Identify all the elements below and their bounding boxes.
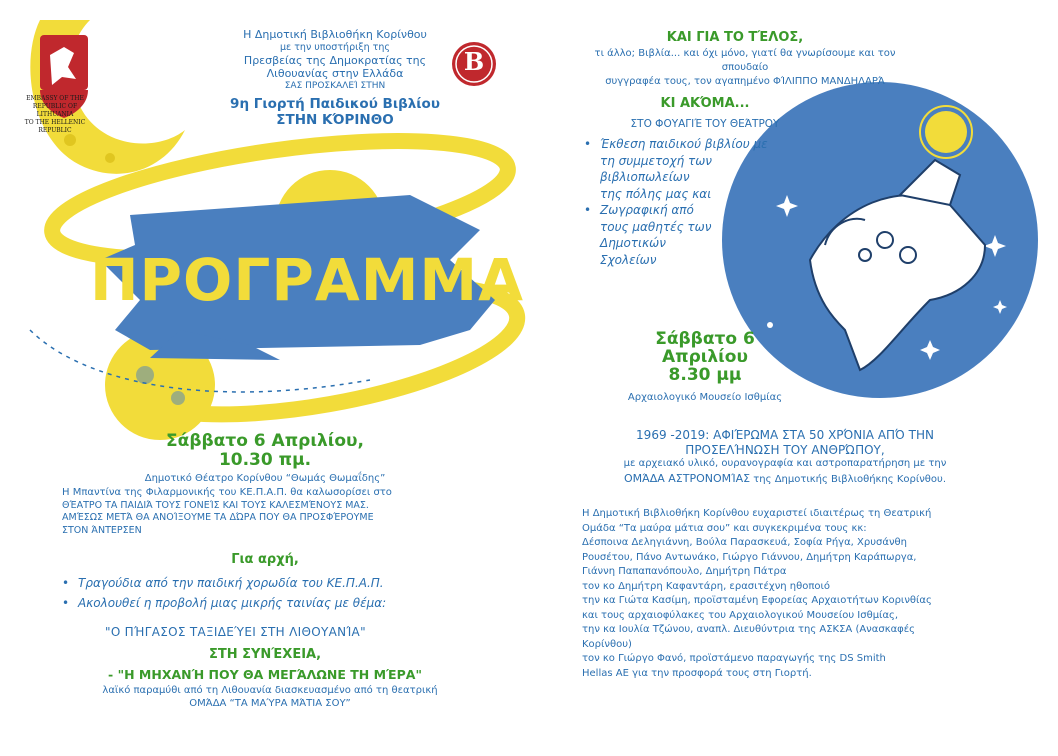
foyer-label: ΣΤΟ ΦΟΥΑΓΙΈ ΤΟΥ ΘΕΆΤΡΟΥ (630, 118, 780, 130)
evening-date-line: 8.30 μμ (668, 365, 742, 385)
foyer-item-line: τους μαθητές των (600, 219, 712, 234)
intro-line: ΘΈΑΤΡΟ ΤΑ ΠΑΙΔΙΆ ΤΟΥΣ ΓΟΝΕΊΣ ΚΑΙ ΤΟΥΣ ΚΑΛΕΣΜΈΝΟΥΣ ΜΑΣ. (62, 499, 369, 511)
next-heading: ΣΤΗ ΣΥΝΈΧΕΙΑ, (208, 647, 322, 662)
publisher-logo-letter: B (463, 47, 485, 76)
invitation-header (190, 28, 480, 128)
list-item: • Ακολουθεί η προβολή μιας μικρής ταινίας με θέμα: (60, 593, 480, 613)
play-desc-line: ΟΜΆΔΑ “ΤΑ ΜΑΎΡΑ ΜΆΤΙΑ ΣΟΥ” (189, 697, 351, 709)
event-title-line-2: ΣΤΗΝ ΚΌΡΙΝΘΟ (276, 112, 394, 128)
thanks-line: τον κο Γιώργο Φανό, προϊστάμενο παραγωγής της DS Smith (582, 653, 886, 664)
first-heading: Για αρχή, (231, 552, 299, 567)
thanks-line: Γιάννη Παπαπανόπουλο, Δημήτρη Πάτρα (582, 566, 787, 577)
foyer-item-line: • Έκθεση παιδικού βιβλίου με (600, 137, 768, 151)
event-title-line-1: 9η Γιορτή Παιδικού Βιβλίου (230, 96, 440, 112)
thanks-line: Ρουσέτου, Πάνο Αντωνάκο, Γιώργο Γιάννου, Δημήτρη Καράπωργα, (582, 551, 917, 563)
finally-text (580, 47, 910, 89)
tribute-block (570, 428, 1000, 487)
thanks-line: την κα Γιώτα Κασίμη, προϊσταμένη Εφορείας Αρχαιοτήτων Κορινθίας (582, 595, 932, 606)
thanks-line: Κορίνθου) (582, 638, 632, 650)
also-heading: ΚΙ ΑΚΌΜΑ... (660, 96, 750, 111)
tribute-desc-line: με αρχειακό υλικό, ουρανογραφία και αστροπαρατήρηση με την (623, 458, 947, 469)
header-line: ΣΑΣ ΠΡΟΣΚΑΛΕΊ ΣΤΗΝ (284, 81, 386, 91)
thanks-line: Η Δημοτική Βιβλιοθήκη Κορίνθου ευχαριστεί ιδιαιτέρως τη Θεατρική (582, 508, 932, 519)
finally-text-part: συγγραφέα τους, τον αγαπημένο (605, 76, 774, 87)
intro-line: Η Μπαντίνα της Φιλαρμονικής του ΚΕ.Π.Α.Π. θα καλωσορίσει στο (62, 487, 392, 498)
finally-heading: ΚΑΙ ΓΙΑ ΤΟ ΤΈΛΟΣ, (666, 30, 804, 45)
play-title: - "Η ΜΗΧΑΝΉ ΠΟΥ ΘΑ ΜΕΓΆΛΩΝΕ ΤΗ ΜΈΡΑ" (108, 667, 422, 682)
thanks-block (582, 507, 1022, 681)
embassy-caption-line: REPUBLIC (38, 127, 72, 134)
header-line: Η Δημοτική Βιβλιοθήκη Κορίνθου (243, 28, 427, 41)
embassy-caption-line: REPUBLIC OF LITHUANIA (32, 103, 78, 118)
thanks-line: και τους αρχαιοφύλακες του Αρχαιολογικού Μουσείου Ισθμίας, (582, 609, 899, 621)
finally-line: τι άλλο; Βιβλία... και όχι μόνο, γιατί θα γνωρίσουμε και τον σπουδαίο (594, 48, 896, 73)
embassy-caption (16, 95, 94, 135)
thanks-line: Hellas AE για την προσφορά τους στη Γιορτή. (582, 667, 812, 679)
film-title: "Ο ΠΉΓΑΣΟΣ ΤΑΞΙΔΕΎΕΙ ΣΤΗ ΛΙΘΟΥΑΝΊΑ" (105, 625, 366, 639)
tribute-title-line: 1969 -2019: ΑΦΙΈΡΩΜΑ ΣΤΑ 50 ΧΡΌΝΙΑ ΑΠΌ ΤΗΝ (636, 428, 934, 442)
thanks-line: τον κο Δημήτρη Καφαντάρη, ερασιτέχνη ηθοποιό (582, 580, 831, 592)
header-line: Πρεσβείας της Δημοκρατίας της (243, 54, 427, 67)
header-line: με την υποστήριξη της (280, 42, 390, 53)
play-desc-line: λαϊκό παραμύθι από τη Λιθουανία διασκευασμένο από τη θεατρική (102, 685, 438, 696)
header-line: Λιθουανίας στην Ελλάδα (266, 67, 404, 80)
morning-date-line-2: 10.30 πμ. (218, 450, 312, 470)
intro-line: ΑΜΈΣΩΣ ΜΕΤΆ ΘΑ ΑΝΟΊΞΟΥΜΕ ΤΑ ΔΏΡΑ ΠΟΥ ΘΑ ΠΡΟΣΦΈΡΟΥΜΕ (62, 512, 374, 523)
morning-venue: Δημοτικό Θέατρο Κορίνθου “Θωμάς Θωμαΐδης” (144, 473, 386, 484)
astronomy-group: ΟΜΆΔΑ ΑΣΤΡΟΝΟΜΊΑΣ (623, 471, 751, 485)
play-description (60, 685, 480, 710)
tribute-desc-line (570, 472, 1000, 488)
author-name: ΦΊΛΙΠΠΟ ΜΑΝΔΗΛΑΡΆ (773, 76, 885, 87)
list-item (582, 136, 842, 202)
program-title: ΠΡΟΓΡΑΜΜΑ (90, 246, 525, 314)
foyer-list (582, 136, 842, 268)
thanks-line: την κα Ιουλία Τζώνου, αναπλ. Διευθύντρια της ΑΣΚΣΑ (Ανασκαφές (582, 624, 916, 635)
embassy-caption-line: EMBASSY OF THE (26, 95, 84, 102)
tribute-title-line: ΠΡΟΣΕΛΉΝΩΣΗ ΤΟΥ ΑΝΘΡΏΠΟΥ, (685, 442, 885, 457)
foyer-item-line: της πόλης μας και (600, 186, 712, 201)
first-items-list (60, 573, 480, 613)
finally-line (580, 75, 910, 89)
intro-line: ΣΤΟΝ ΆΝΤΕΡΣΕΝ (62, 524, 142, 536)
foyer-item-line: Δημοτικών (600, 236, 666, 250)
foyer-item-line: βιβλιοπωλείων (600, 170, 690, 184)
thanks-line: Ομάδα “Τα μαύρα μάτια σου” και συγκεκριμένα τους κκ: (582, 522, 867, 534)
foyer-item-line: Σχολείων (600, 252, 657, 267)
foyer-item-line: • Ζωγραφική από (600, 203, 694, 217)
list-item: • Τραγούδια από την παιδική χορωδία του ΚΕ.Π.Α.Π. (60, 573, 480, 593)
evening-date (580, 330, 830, 384)
thanks-line: Δέσποινα Δεληγιάννη, Βούλα Παρασκευά, Σοφία Ρήγα, Χρυσάνθη (582, 537, 907, 548)
tribute-desc-part: της Δημοτικής Βιβλιοθήκης Κορίνθου. (750, 473, 947, 485)
morning-intro (62, 487, 472, 537)
museum-venue: Αρχαιολογικό Μουσείο Ισθμίας (627, 392, 783, 403)
morning-date (60, 432, 470, 470)
evening-date-line: Απριλίου (662, 347, 748, 367)
foyer-item-line: τη συμμετοχή των (600, 153, 713, 168)
evening-date-line: Σάββατο 6 (655, 329, 755, 349)
list-item (582, 202, 842, 268)
morning-date-line-1: Σάββατο 6 Απριλίου, (166, 431, 364, 451)
embassy-caption-line: TO THE HELLENIC (24, 119, 86, 126)
